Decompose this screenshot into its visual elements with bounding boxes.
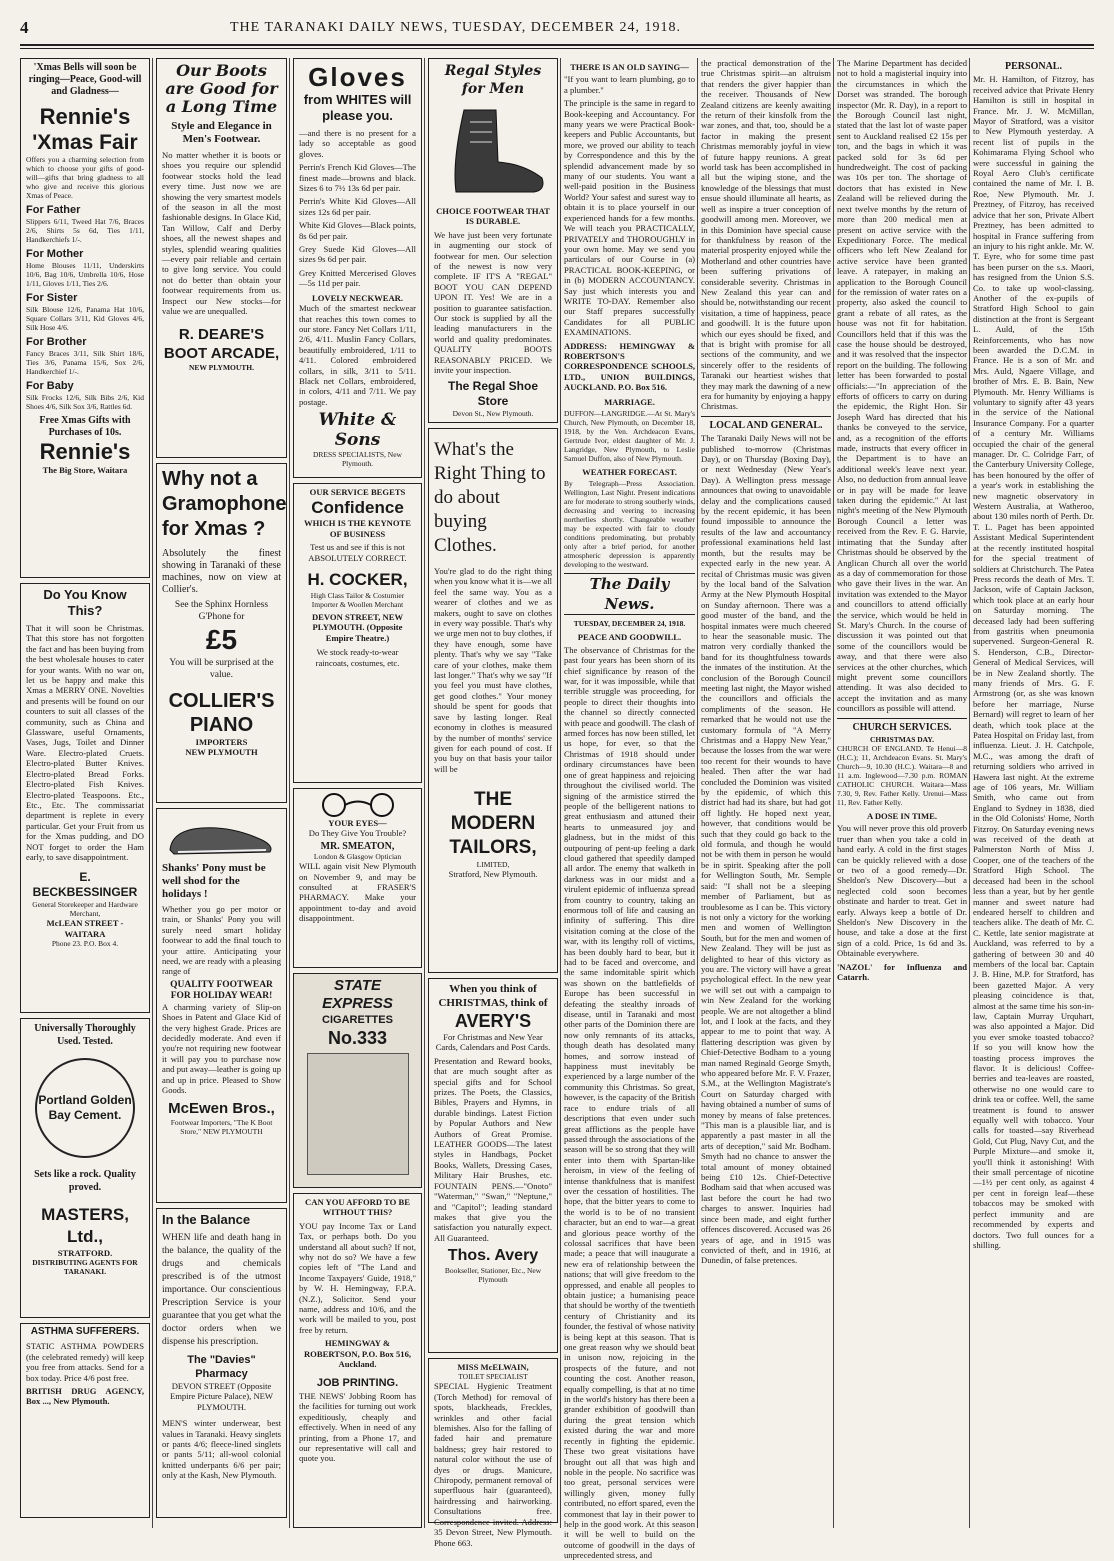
regal-text: We have just been very fortunate in augmenting our stock of footwear for men. Our selection of the newest is now very complete. IF IT'S A "REGAL" BOOT YOU CAN DEPEND UPON IT. Yes! We are in a position to guarantee satisfaction. Our stock is supplied by all the leading manufacturers in the world and quality predominates. QUALITY BOOTS REASONABLY PRICED. We invite your inspection. (434, 229, 552, 376)
editorial-heading: PEACE AND GOODWILL. (577, 632, 682, 643)
gloves-from: from WHITES will please you. (303, 92, 412, 123)
right-thing-text: You're glad to do the right thing when you know what it is—we all feel the same way. You as a wearer of clothes and we as makers, ought to save on clothes in every way possible. That's why we urge men not to buy clothes, if they have enough, some have plenty. That's why we say "Take care of your clothes, make them last longer." That's why we say "If you feel you must have clothes, get good clothes." Your money should be spent for goods that save by lasting longer. Real economy in clothes is measured by the number of months' service given for each pound of cost. If you buy on that basis your tailor will be (434, 566, 552, 774)
gift-section-heading: For Baby (26, 380, 74, 392)
tax-signature: HEMINGWAY & ROBERTSON, P.O. Box 516, Auckland. (303, 1338, 412, 1370)
rennie-ad (20, 58, 150, 578)
column-4 (428, 58, 558, 1548)
cocker-footer: We stock ready-to-wear raincoats, costumes, etc. (315, 647, 400, 668)
gramophone-surprise: You will be surprised at the value. (169, 658, 274, 680)
header-rule-thin (20, 48, 1094, 49)
avery-address: Bookseller, Stationer, Etc., New Plymouth (444, 1266, 542, 1285)
mcewen-ad (156, 808, 287, 1203)
marriage-text: DUFFON—LANGRIDGE.—At St. Mary's Church, New Plymouth, on December 18, 1918, by the Ven. Archdeacon Evans, Gertrude Ivor, eldest daughter of Mr. J. Langridge, New Plymouth, to Leslie Samuel Duffon, also of New Plymouth. (564, 409, 695, 463)
asthma-agent: BRITISH DRUG AGENCY, Box ..., New Plymouth. (26, 1386, 144, 1407)
modern-tailors-name: THE MODERN TAILORS, (449, 789, 537, 859)
gift-list (26, 203, 144, 411)
personal-heading: PERSONAL. (1005, 61, 1062, 72)
tax-text: YOU pay Income Tax or Land Tax, or perhaps both. Do you understand all about such? If not, why not do so? We have a few copies left of "The Land and Income Taxpayers' Guide, 1918," by W. H. Hemingway, F.P.A. (N.Z.), Solicitor. Send your name, address and 10/6, and the work will be mailed to you, post free by return. (299, 1220, 416, 1335)
paper-name: The Daily News. (564, 573, 695, 615)
shoe-icon (162, 812, 280, 862)
local-heading: LOCAL AND GENERAL. (701, 416, 831, 431)
davies-name: The "Davies" Pharmacy (187, 1354, 256, 1380)
glove-item: White Kid Gloves—Black points, 8s 6d per pair. (299, 220, 416, 241)
glove-item: Perrin's French Kid Gloves—The finest made—browns and black. Sizes 6 to 7½ 13s 6d per pair. (299, 162, 416, 194)
cocker-subtitle: High Class Tailor & Costumier Importer & Woollen Merchant (310, 591, 405, 610)
editorial-continued: the practical demonstration of the true Christmas spirit—an altruism that renders the giver happier than the receiver. Thousands of New Zealand citizens are keenly awaiting the return of their kinsfolk from the war zones, and that, too, should be a factor in making the present Christmas memorably joyful in view of future happy reunions. A great world task has been accomplished in all but the wiping stone, and the knowledge of the blessings that must ensue should illuminate all hearts, as well as inspire a truer conception of goodwill among men. Moreover, we in this Dominion have special cause for thankfulness by reason of the material prosperity enjoyed while the Motherland and other countries have been suffering privations of considerable severity. Christmas in New Zealand this year can and should be, notwithstanding our recent visitation, a time of happiness, peace and goodwill. It is the future upon which our eyes should be fixed, and that is bright with promise for all sections of the community, and we sincerely offer to the residents of Taranaki our heartiest wishes that they may mark the dawning of a new era for humanity by enjoying a happy Christmas. (701, 58, 831, 412)
avery-ad (428, 978, 558, 1353)
regal-heading: Regal Styles for Men (444, 63, 542, 97)
asthma-ad (20, 1323, 150, 1518)
rennie-address: The Big Store, Waitara (42, 465, 128, 475)
nazol-notice: 'NAZOL' for Influenza and Catarrh. (837, 961, 967, 983)
cocker-ad (293, 483, 422, 783)
column-divider (969, 58, 970, 1528)
dose-heading: A DOSE IN TIME. (866, 811, 938, 821)
regal-caption: CHOICE FOOTWEAR THAT IS DURABLE. (436, 206, 550, 227)
glove-item: Grey Suede Kid Gloves—All sizes 9s 6d per pair. (299, 244, 416, 265)
shoe-illustration (162, 812, 281, 862)
pony-quality: QUALITY FOOTWEAR FOR HOLIDAY WEAR! (170, 979, 273, 1001)
column-divider (289, 58, 290, 1528)
mcelwain-name: MISS McELWAIN, (457, 1362, 529, 1372)
neckwear-heading: LOVELY NECKWEAR. (311, 292, 404, 303)
service-confidence: Confidence (311, 498, 404, 518)
modern-tailors-subtitle: LIMITED, (476, 860, 510, 870)
gloves-heading: Gloves (308, 62, 407, 92)
masters-subtitle: DISTRIBUTING AGENTS FOR TARANAKI. (32, 1258, 138, 1277)
balance-heading: In the Balance (162, 1212, 251, 1227)
gramophone-see: See the Sphinx Hornless G'Phone for (174, 600, 269, 622)
glove-item: Grey Knitted Mercerised Gloves—5s 11d per pair. (299, 267, 416, 289)
rennie-intro: Offers you a charming selection from which to choose your gifts of good-will—gifts that bring gladness to all who give and receive this glorious Xmas of Peace. (26, 155, 144, 200)
state-express-name: STATE EXPRESS (322, 977, 393, 1012)
collier-town: NEW PLYMOUTH (185, 747, 258, 758)
column-1 (20, 58, 150, 1528)
beckbessinger-subtitle: General Storekeeper and Hardware Merchant, (32, 900, 138, 919)
smeaton-name: MR. SMEATON, (320, 840, 395, 852)
regal-store-name: The Regal Shoe Store (447, 378, 539, 408)
cocker-name: H. COCKER, (307, 570, 408, 590)
beckbessinger-name: E. BECKBESSINGER (32, 870, 138, 900)
smeaton-ad (293, 788, 422, 968)
regal-shoe-ad (428, 58, 558, 423)
mcelwain-subtitle: TOILET SPECIALIST (458, 1372, 528, 1382)
asthma-text: STATIC ASTHMA POWDERS (the celebrated remedy) will keep you free from attacks. Send for a box today. Price 4/6 post free. (26, 1341, 144, 1383)
job-printing-text: THE NEWS' Jobbing Room has the facilities for turning out work expeditiously, cheaply and effectively. When in need of any printing, from a Phone 17, and our representative will call and quote you. (299, 1390, 416, 1464)
avery-heading: When you think of CHRISTMAS, think of (438, 983, 548, 1009)
paper-date: TUESDAY, DECEMBER 24, 1918. (573, 619, 686, 629)
column-2 (156, 58, 287, 1528)
mcewen-subtitle: Footwear Importers, "The K Boot Store," NEW PLYMOUTH (170, 1117, 273, 1136)
service-text: Test us and see if this is not ABSOLUTELY CORRECT. (308, 542, 407, 563)
regal-address: Devon St., New Plymouth. (452, 408, 534, 418)
davies-address: DEVON STREET (Opposite Empire Picture Palace), NEW PLYMOUTH. (169, 1381, 274, 1412)
there-address: ADDRESS: HEMINGWAY & ROBERTSON'S CORRESPONDENCE SCHOOLS, LTD., UNION BUILDINGS, AUCKLAND. P.O. Box 516. (564, 340, 695, 393)
column-divider (833, 58, 834, 1528)
pony-text: Whether you go per motor or train, or Shanks' Pony you will surely need smart holiday footwear to add the final touch to your attire. Anticipating your need, we are ready with a pleasing range of (162, 904, 281, 977)
gift-section-items: Slippers 6/11, Tweed Hat 7/6, Braces 2/6, Shirts 5s 6d, Ties 1/11, Handkerchiefs 1/-. (26, 217, 144, 244)
local-text: The Taranaki Daily News will not be published to-morrow (Christmas Day), or on Thursday (Boxing Day), or next Wednesday (New Year's Day). A Wellington press message announces that owing to unavoidable delay and the complications caused by the recent epidemic, it has been found impossible to announce the results of the law and accountancy professional examinations held last month, but the results may be expected early in the new year. A recital of Christmas music was given by the local band of the Salvation Army at the New Plymouth Hospital on Sunday afternoon. There was a good muster of the band, and the hospital inmates were much cheered to hear the seasonable music. The matron very cordially thanked the band for its thoughtfulness towards the inmates of the institution. At the conclusion of the Borough Council meeting last night, the Mayor wished the councillors and officials the compliments of the season. He remarked that he would not use the customary formula of "A Merry Christmas and a Happy New Year," because the losses from the war were too recent for their wounds to have healed. Then after the war had concluded the Dominion was visited by the epidemic, of which this district had had its share, but had got off lightly. He hoped next year, however, that conditions would be such that they could go back to the old formula, and though he would not be with them in person he would be in spirit. Speaking after the poll for Wellington South, Mr. Semple said: "I shall not be a sleeping member of Parliament, but as troublesome as I can be. This victory is not only a victory for the working men and women of Wellington South, but for the men and women of New Zealand. They will be just as delighted to hear of this victory as you are. The victory will have a great psychological effect. In the new year we will set out with a campaign to win New Zealand for the working people. We are not altogether a blind lot, and I look at the facts, and they appear to me to point that way. A flattering description was given by Chief-Detective Bodham to a young man named Reginald George Smyth, who appeared before Mr. F. V. Frazer, S.M., at the Wellington Magistrate's Court on Saturday charged with having obtained a number of sums of money by means of false pretences. "This man is a plausible liar, and is apparently a past master in all the arts of deception," said Mr. Bodham. Smyth had no chance to answer the total amount of money obtained being £10 12s. Chief-Detective Bodham said that when accused was last before the court he had two charges to answer. Inquiries had since been made, and eight further offences discovered. Accused was 26 years of age, and in 1915 was convicted of theft, and in 1916, at Dunedin, of false pretences. (701, 433, 831, 1266)
cement-tagline-bottom: Sets like a rock. Quality proved. (34, 1169, 136, 1193)
deare-ad (156, 58, 287, 458)
davies-pharmacy-ad (156, 1208, 287, 1518)
state-express-ad (293, 973, 422, 1188)
editorial-text: The observance of Christmas for the past four years has been shorn of its chief significance by reason of the war, for it was impossible, while that terrible struggle was proceeding, for people to direct their thoughts into the channel so directly connected with peace and goodwill. The clash of armed forces has now been stilled, let us hope, for ever, so that the Christmas of 1918 should under ordinary circumstances have been one of great happiness and rejoicing throughout the civilised world. The signing of the armistice stirred the people of the belligerent nations to great enthusiasm and attuned their hearts to unmeasured joy and gladness, but in the midst of this outpouring of pent-up feeling a dark cloud gathered that speedily damped all ardor. The enemy that walketh in darkness was in our midst and a virulent epidemic of influenza spread from country to country, taking an enormous toll of life and causing an infinity of suffering. This dire visitation coming at the close of the war, with its lengthy roll of victims, has been doubly hard to bear, but it had to be faced and overcome, and the same indomitable spirit which was shown on the battlefields of Europe has been successful in defeating the stealthy inroads of disease, until in Taranaki and most other parts of the Dominion there are now only remnants of its attacks, though death has desolated many homes, and sorrow instead of happiness must inevitably be experienced by a large number of the community this Christmas. So great, however, is the capacity of the British race to endure trials of all descriptions that even under such great afflictions as the people have passed through the associations of the season will be so strong that they will enter into them with Spartan-like heroism, in view of the feeling of intense thankfulness that is manifest over the cessation of hostilities. The hope, that the bitter years to come to the world is to be of no transient character, but an end to war—a great and glorious peace worthy of the colossal sacrifices that have been made; a peace that will inaugurate a new era of relationship between the nations; that will give freedom to the oppressed, and enable all peoples to obtain justice; a humanising peace that should be worthy of the twentieth century of Christianity and its founder, the festival of whose nativity is being kept at this season. That is one great reason why we should beat in unison now, rejoicing in the prospects of the future, and not counting the cost. Another reason, equally compelling, is that at no time in the world's history has there been a grander exhibition of goodwill than during the great tension which existed during the war and more recently in fighting the epidemic. These two great visitations have brought out all that was high and noble in the people. No sacrifice was too great, personal services were willingly given, money fully contributed, no effort spared, even the commonest that lay in their power to help in the good work. At this season it will be well to build on the outcome of goodwill in the days of unprecedented stress, and (564, 644, 695, 1561)
masthead (0, 18, 1114, 40)
cocker-address: DEVON STREET, NEW PLYMOUTH. (Opposite Empire Theatre.) (311, 612, 404, 643)
column-divider (424, 58, 425, 1528)
column-divider (560, 58, 561, 1528)
gift-section-items: Fancy Braces 3/11, Silk Shirt 18/6, Ties 3/6, Panama 15/6, Sox 2/6, Handkerchief 1/-. (26, 349, 144, 376)
rennie-fair-title: 'Xmas Fair (32, 131, 138, 154)
job-printing-heading: JOB PRINTING. (316, 1376, 399, 1389)
deare-town: NEW PLYMOUTH. (188, 362, 254, 372)
column-7 (837, 58, 967, 1528)
page-number: 4 (20, 18, 30, 37)
pony-heading: Shanks' Pony must be well shod for the holidays ! (162, 862, 266, 900)
state-express-subtitle: CIGARETTES (322, 1014, 393, 1026)
collier-subtitle: IMPORTERS (195, 737, 248, 747)
dose-text: You will never prove this old proverb truer than when you take a cold in hand early. A cold in the first stages can be quickly relieved with a dose or two of a good remedy—Dr. Sheldon's New Discovery—but a neglected cold soon becomes obstinate and harder to treat. Get in early. Always keep a bottle of Dr. Sheldon's New Discovery in the house, and take a dose at the first sign of a cold. Price, 1s 6d and 3s. Obtainable everywhere. (837, 823, 967, 959)
beckbessinger-address: McLEAN STREET - WAITARA (46, 918, 124, 939)
gift-section-items: Silk Blouse 12/6, Panama Hat 10/6, Square Collars 3/11, Kid Gloves 4/6, Silk Hose 4/6. (26, 305, 144, 332)
gramophone-heading: Why not a Gramophone for Xmas ? (162, 468, 287, 540)
avery-for: For Christmas and New Year Cards, Calendars and Post Cards. (435, 1032, 551, 1053)
beckbessinger-ad (20, 583, 150, 1013)
beckbessinger-phone: Phone 23. P.O. Box 4. (51, 939, 119, 949)
whites-subtitle: DRESS SPECIALISTS, New Plymouth. (313, 450, 402, 469)
mcelwain-ad (428, 1358, 558, 1548)
kash-underwear-notice: MEN'S winter underwear, best values in Taranaki. Heavy singlets or pants 4/6; fleece-lined singlets or pants 5/11; all-wool colonial knitted underpants 6/6 per pair; only at the Kash, New Plymouth. (162, 1418, 281, 1481)
deare-name: R. DEARE'S BOOT ARCADE, (163, 325, 280, 362)
pony-more: A charming variety of Slip-on Shoes in Patent and Glace Kid of the very highest Grade. Prices are decidedly moderate. And even if you're not requiring new footwear it will pay you to purchase now and put away—leather is going up and up in price. Pleased to Show Goods. (162, 1001, 281, 1096)
column-8 (973, 58, 1094, 1528)
smeaton-text: WILL again visit New Plymouth on November 9, and may be consulted at FRASER'S PHARMACY. Make your appointment to-day and avoid disappointment. (299, 861, 416, 924)
masters-town: STRATFORD. (57, 1248, 113, 1258)
marriage-heading: MARRIAGE. (604, 396, 655, 407)
tax-heading: CAN YOU AFFORD TO BE WITHOUT THIS? (305, 1197, 410, 1218)
personal-text: Mr. H. Hamilton, of Fitzroy, has received advice that Private Henry Hamilton is still in hospital in France. Mr. J. W. McMillan, Mayor of Stratford, was a visitor to New Plymouth yesterday. A recent list of pupils in the Kohimarama Flying School who were successful in gaining the Royal Aero Club's certificate contained the name of Mr. I. B. Roe, New Plymouth. Mr. J. Preztney, of Fitzroy, has received advice that her son, Private Albert Preztney, has been admitted to hospital in France suffering from an injury to his right ankle. Mr. W. T. Eyre, who for some time past has been purser on the s.s. Maori, has resigned from the Union S.S. Co. to take up wool-classing. Another of the ex-pupils of Stratford High School to gain distinction at the front is Sergeant L. Auld, of the 15th Reinforcements, who has now been awarded the D.C.M. in France. He is a son of Mr. and Mrs. Auld, Ngaere Village, and brother of Mrs. E. B. Bain, New Plymouth. Mr. Henry Williams is voluntary to signify after 43 years in the service of the National Insurance Company. For a quarter of a century Mr. Williams occupied the chair of the general manager. Dr. C. Colridge Farr, of the Canterbury University College, has been honoured by the offer of a year's work in establishing the new magnetic observatory in Western Australia, at Watheroo, about 130 miles north of Perth. Dr. T. L. Paget has been appointed Assistant Medical Superintendent at the recently instituted hospital for the special treatment of soldiers at Christchurch. The Patea Press records the death of Mrs. T. Jackson, wife of Captain Jackson, which took place at an early hour on Saturday morning. The deceased lady had been suffering from gastritis when pneumonia supervened. Surgeon-General R. S. Henderson, C.B., Director-General of Medical Services, will be in New Zealand shortly. The many friends of Mrs. G. F. Armstrong (or, as she was known before her marriage, Nurse Bernard) will regret to learn of her death, which took place at the Patea Hospital on Friday last, from influenza. Lieut. J. H. Catchpole, M.C., was among the draft of returning soldiers who arrived in Hawera last night. At the extreme age of 106 years, Mr. William Smith, who came out from England to Sydney in 1838, died in the Old Colonists' Home, North Fitzroy. On Saturday evening news was received of the death at Palmerston North of Miss J. Cooper, one of the teachers of the Stratford High School. The deceased had been in the school less than a year, but by her gentle manner and sweet nature had endeared herself to children and teachers alike. The death of Mr. C. C. Kettle, late senior magistrate at Auckland, was referred to by a gathering of between 30 and 40 members of the local bar. Captain J. B. Hine, M.P. for Stratford, has been gazetted Major. A very pleasing coincidence is that, almost at the same time his son-in-law, Captain Murray Urquhart, was also appointed a Major. Did you ever smoke toasted tobacco? If so you will know how the toasting process improves the flavor. It is delicious! Coffee-berries and tea-leaves are roasted, otherwise no one would care to drink tea or coffee. Well, the same treatment is found to answer equally well with tobacco. Your calls for toasted—say Riverhead Gold, Cut Plug, Navy Cut, and the Purple Mixture—and smoke it, you'll think it astonishing! With their small percentage of nicotine—1½ per cent only, as against 4 per cent in foreign leaf—these tobaccos may be smoked with perfect immunity and are recommended by experts and doctors. Two full ounces for a shilling. (973, 74, 1094, 1250)
cement-tagline-top: Universally Thoroughly Used. Tested. (34, 1023, 136, 1047)
rennie-tagline: 'Xmas Bells will soon be ringing—Peace, Good-will and Gladness— (28, 62, 142, 97)
modern-tailors-address: Stratford, New Plymouth. (448, 869, 538, 880)
column-6 (701, 58, 831, 1528)
column-divider (152, 58, 153, 1528)
asthma-heading: ASTHMA SUFFERERS. (30, 1326, 140, 1337)
whites-name: White & Sons (318, 410, 397, 451)
gramophone-price: £5 (205, 624, 238, 655)
know-text: That it will soon be Christmas. That this store has not forgotten the fact and has been buying from the best wholesale houses to cater for your wants. With no war on, let us be happy and make this Xmas a MERRY ONE. Novelties and presents will be found on our counters to suit all classes of the community, such as China and Glassware, useful Ornaments, Vases, Jugs, Toilet and Dinner Ware. Electro-plated Cruets. Electro-plated Butter Knives. Electro-plated Bread Forks. Electro-plated Fish Knives. Electro-plated Teaspoons. Etc., Etc., Etc. The commissariat department is replete in every particular. Get your Fruit from us for the Xmas pudding, and DO NOT forget to order the Ham early, to save disappointment. (26, 623, 144, 862)
rennie-free-gifts: Free Xmas Gifts with Purchases of 10s. (39, 415, 131, 438)
service-keynote: WHICH IS THE KEYNOTE OF BUSINESS (303, 518, 412, 539)
eyes-subtitle: Do They Give You Trouble? (308, 828, 407, 839)
weather-heading: WEATHER FORECAST. (582, 467, 677, 477)
masters-name: MASTERS, Ltd., (41, 1205, 129, 1246)
eyes-heading: YOUR EYES— (328, 818, 387, 828)
gloves-intro: —and there is no present for a lady so acceptable as good gloves. (299, 128, 416, 159)
spectacles-icon (308, 792, 408, 818)
whites-gloves-ad (293, 58, 422, 478)
boot-icon (434, 102, 552, 202)
gift-section-heading: For Sister (26, 292, 78, 304)
avery-store-name: Thos. Avery (447, 1247, 539, 1265)
avery-text: Presentation and Reward books, that are much sought after as special gifts and for School prizes. The Poets, the Classics, Bibles, Prayers and Hymns, in durable bindings. Latest Fiction by Popular Authors and New Authors of Great Promise. LEATHER GOODS—The latest styles in Handbags, Pocket Books, Wallets, Dressing Cases, Military Hair Brushes, etc. FOUNTAIN PENS.—"Onoto" "Waterman," "Swan," "Neptune," and "Capitol"; leading standard makes that give you the satisfaction you naturally expect. All Guaranteed. (434, 1055, 552, 1243)
weather-text: By Telegraph—Press Association. Wellington, Last Night. Present indications are for moderate to strong southerly winds, decreasing and veering to increasing northerlies shortly. Changeable weather may be expected with fair to cloudy conditions predominating, but probably only after a brief period, for another atmospheric depression is apparently developing to the westward. (564, 479, 695, 570)
column-divider (697, 58, 698, 1528)
cigarette-pack-illustration (307, 1053, 409, 1175)
mcelwain-text: SPECIAL Hygienic Treatment (Torch Method) for removal of spots, blackheads, Freckles, wrinkles and other facial blemishes. Also for the falling of faded hair and premature baldness; grey hair restored to natural color without the use of dyes or drugs. Manicure, Chiropody, permanent removal of superfluous hair (guaranteed), hairdressing and hairworking. Consultations free. Correspondence invited. Address: 35 Devon Street, New Plymouth. Phone 663. (434, 1381, 552, 1548)
cement-name: Portland Golden Bay Cement. (38, 1093, 132, 1122)
neckwear-text: Much of the smartest neckwear that reaches this town comes to our store. Fancy Net Collars 1/11, 2/6, 4/11. Muslin Fancy Collars, beautifully embroidered, 1/11 to 4/11. Colored embroidered collars, in silk, 3/11 to 5/11. Black net Collars, embroidered, in colors, 4/11 and 7/11. We pay postage. (299, 303, 416, 407)
boots-text: No matter whether it is boots or shoes you require our splendid footwear stocks hold the lead every time. Just now we are showing the very smartest models of the season in all the most fashionable designs. In Glace Kid, Tan Willow, Calf and Derby shoes, all the newest shapes and styles, splendid wearing qualities—every pair reliable and certain to give long service. You could not do better than obtain your footwear requirements from us. Inspect our New stocks—for value we are unequalled. (162, 150, 281, 317)
hemingway-tax-ad (293, 1193, 422, 1528)
church-text: CHURCH OF ENGLAND. Te Henui—8 (H.C.); 11, Archdeacon Evans. St. Mary's Church—9, 10.30 (H.C.). Waitara—8 and 11 a.m. Inglewood—7.30 p.m. ROMAN CATHOLIC CHURCH. Waitara—Mass 7.30, 9, Rev. Father Kelly. Urenui—Mass 11, Rev. Father Kelly. (837, 744, 967, 807)
there-quote: "If you want to learn plumbing, go to a plumber." (564, 74, 695, 95)
balance-text: WHEN life and death hang in the balance, the quality of the drugs and chemicals prescribed is of the utmost importance. Our conscientious Prescription Service is your guarantee that you get what the doctor orders when we dispense his prescription. (162, 1233, 281, 1347)
column-5 (564, 58, 695, 1561)
gift-section-items: Home Blouses 11/11, Underskirts 10/6, Bag 10/6, Umbrella 10/6, Hose 1/11, Gloves 1/11, Ties 2/6. (26, 261, 144, 288)
there-heading: THERE IS AN OLD SAYING— (570, 62, 689, 72)
boots-heading: Our Boots are Good for a Long Time (165, 61, 278, 116)
state-express-number: No.333 (327, 1028, 388, 1048)
know-heading: Do You Know This? (43, 587, 127, 618)
masthead-title: THE TARANAKI DAILY NEWS, TUESDAY, DECEMBER 24, 1918. (230, 20, 681, 35)
rennie-store-name: Rennie's (39, 439, 131, 464)
collier-ad (156, 463, 287, 803)
gramophone-text: Absolutely the finest showing in Taranaki of these machines, now on view at Collier's. (162, 548, 281, 595)
collier-name: COLLIER'S PIANO (168, 690, 275, 736)
gift-section-heading: For Mother (26, 248, 84, 260)
boots-style: Style and Elegance in Men's Footwear. (171, 120, 272, 145)
there-text: The principle is the same in regard to Book-keeping and Accountancy. For many years we were Practical Book-keepers and Public Accountants, but more, we proved our ability to teach by Correspondence and this by the splendid advancement made by so many of our students. You want a well-paid position in the Business World? Your safest and surest way to obtain it is to place yourself in our experienced hands for a few months. We will teach you PRACTICALLY, PRIVATELY and THOROUGHLY in your own home. May we send you particulars of our Course in (a) PRACTICAL BOOK-KEEPING, or in (b) MODERN ACCOUNTANCY. Say just which interests you and WRITE TO-DAY. Remember also our Staff prepares successfully Candidates for all PUBLIC EXAMINATIONS. (564, 98, 695, 338)
glove-list (299, 162, 416, 288)
service-heading: OUR SERVICE BEGETS (309, 487, 406, 497)
smeaton-subtitle: London & Glasgow Optician (313, 852, 402, 862)
cement-ad (20, 1018, 150, 1318)
church-heading: CHURCH SERVICES. (837, 718, 967, 733)
right-thing-heading: What's the Right Thing to do about buying Clothes. (434, 439, 546, 556)
header-rule (20, 44, 1094, 46)
gift-section-items: Silk Frocks 12/6, Silk Bibs 2/6, Kid Shoes 4/6, Silk Sox 3/6, Rattles 6d. (26, 393, 144, 411)
rennie-name: Rennie's (39, 104, 131, 129)
avery-name: AVERY'S (454, 1011, 532, 1031)
glove-item: Perrin's White Kid Gloves—All sizes 12s 6d per pair. (299, 196, 416, 217)
local-continued: The Marine Department has decided not to hold a magisterial inquiry into the circumstances in which the Dorset was stranded. The borough inspector (Mr. R. Day), in a report to the Borough Council last night, stated that the last lot of waste paper sent to Auckland realised £2 15s per ton, and the bags in which it was packed sold for 3s 6d per hundredweight. The cost of packing was 10s per ton. The shortage of doctors that has existed in New Zealand will be relieved during the next twelve months by the return of more than 200 medical men at present on active service with the Expeditionary Force. The medical officers who left New Zealand for active service have been granted leave. A ratepayer, in making an application to the Borough Council for the remission of water rates on a property, also asked the council to grant a rebate of all rates, as the house was not fit for habitation. Councillors held that if this was the case the house should be destroyed, and it was resolved that the inspector report on the building. The following letter has been forwarded to postal officials:—"In appreciation of the efforts of officers to carry on during the epidemic, the Right Hon. Sir Joseph Ward has directed that his thanks be conveyed to the service, and, as a recognition of the efforts made, instructs that every officer in the Department is to have an additional week's leave next year. Also, no deduction from annual leave or in pay will be made for leave taken during the epidemic." At last night's meeting of the New Plymouth Borough Council a letter was received from the Rev. F. G. Harvie, intimating that the Sunday after Christmas should be observed by the Anglican Church all over the world as a day of commemoration for those who gave their lives in the war. An invitation was extended to the Mayor and councillors to attend officially the service, which would be held in St. Mary's Church. In the course of discussion it was pointed out that some of the councillors would be away, and that there were also services at the other churches, which might prevent some councillors attending. It was also decided to accept the invitation and as many councillors as possible will attend. (837, 58, 967, 714)
church-subtitle: CHRISTMAS DAY. (869, 735, 935, 744)
modern-tailors-ad (428, 428, 558, 973)
gift-section-heading: For Father (26, 204, 81, 216)
mcewen-name: McEwen Bros., (168, 1099, 275, 1117)
column-3 (293, 58, 422, 1528)
gift-section-heading: For Brother (26, 336, 87, 348)
cement-roundel (35, 1058, 135, 1158)
